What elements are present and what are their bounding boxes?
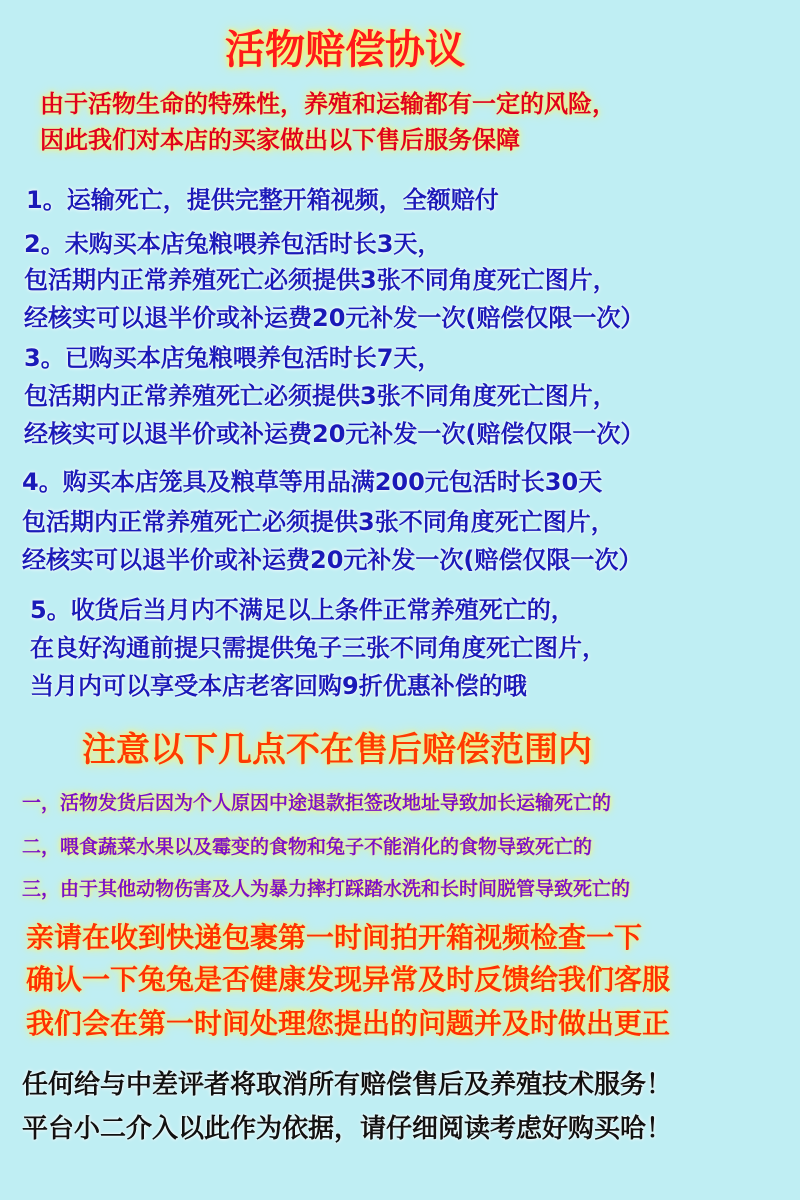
term-line-7: 经核实可以退半价或补运费20元补发一次(赔偿仅限一次） (24, 420, 645, 448)
advice-line-1: 亲请在收到快递包裹第一时间拍开箱视频检查一下 (26, 921, 643, 954)
term-line-1: 1。运输死亡，提供完整开箱视频，全额赔付 (26, 186, 499, 214)
term-line-4: 经核实可以退半价或补运费20元补发一次(赔偿仅限一次） (24, 304, 645, 332)
term-line-5: 3。已购买本店兔粮喂养包活时长7天， (24, 344, 442, 372)
page-title: 活物赔偿协议 (225, 27, 465, 73)
advice-line-2: 确认一下兔兔是否健康发现异常及时反馈给我们客服 (26, 963, 671, 996)
term-line-12: 在良好沟通前提只需提供兔子三张不同角度死亡图片， (30, 634, 606, 662)
term-line-13: 当月内可以享受本店老客回购9折优惠补偿的哦 (30, 672, 527, 700)
exclusion-heading: 注意以下几点不在售后赔偿范围内 (82, 730, 592, 770)
intro-line-1: 由于活物生命的特殊性，养殖和运输都有一定的风险， (40, 90, 616, 118)
warning-line-2: 平台小二介入以此作为依据，请仔细阅读考虑好购买哈！ (22, 1114, 673, 1144)
advice-line-3: 我们会在第一时间处理您提出的问题并及时做出更正 (26, 1007, 671, 1040)
intro-line-2: 因此我们对本店的买家做出以下售后服务保障 (40, 126, 520, 154)
exclusion-item-3: 三，由于其他动物伤害及人为暴力摔打踩踏水洗和长时间脱管导致死亡的 (22, 878, 631, 900)
term-line-11: 5。收货后当月内不满足以上条件正常养殖死亡的， (30, 596, 575, 624)
term-line-8: 4。购买本店笼具及粮草等用品满200元包活时长30天 (22, 468, 603, 496)
term-line-2: 2。未购买本店兔粮喂养包活时长3天， (24, 230, 442, 258)
term-line-10: 经核实可以退半价或补运费20元补发一次(赔偿仅限一次） (22, 546, 643, 574)
exclusion-item-1: 一，活物发货后因为个人原因中途退款拒签改地址导致加长运输死亡的 (22, 792, 612, 814)
term-line-3: 包活期内正常养殖死亡必须提供3张不同角度死亡图片， (24, 266, 617, 294)
term-line-6: 包活期内正常养殖死亡必须提供3张不同角度死亡图片， (24, 382, 617, 410)
term-line-9: 包活期内正常养殖死亡必须提供3张不同角度死亡图片， (22, 508, 615, 536)
exclusion-item-2: 二，喂食蔬菜水果以及霉变的食物和兔子不能消化的食物导致死亡的 (22, 836, 593, 858)
warning-line-1: 任何给与中差评者将取消所有赔偿售后及养殖技术服务！ (22, 1070, 673, 1100)
